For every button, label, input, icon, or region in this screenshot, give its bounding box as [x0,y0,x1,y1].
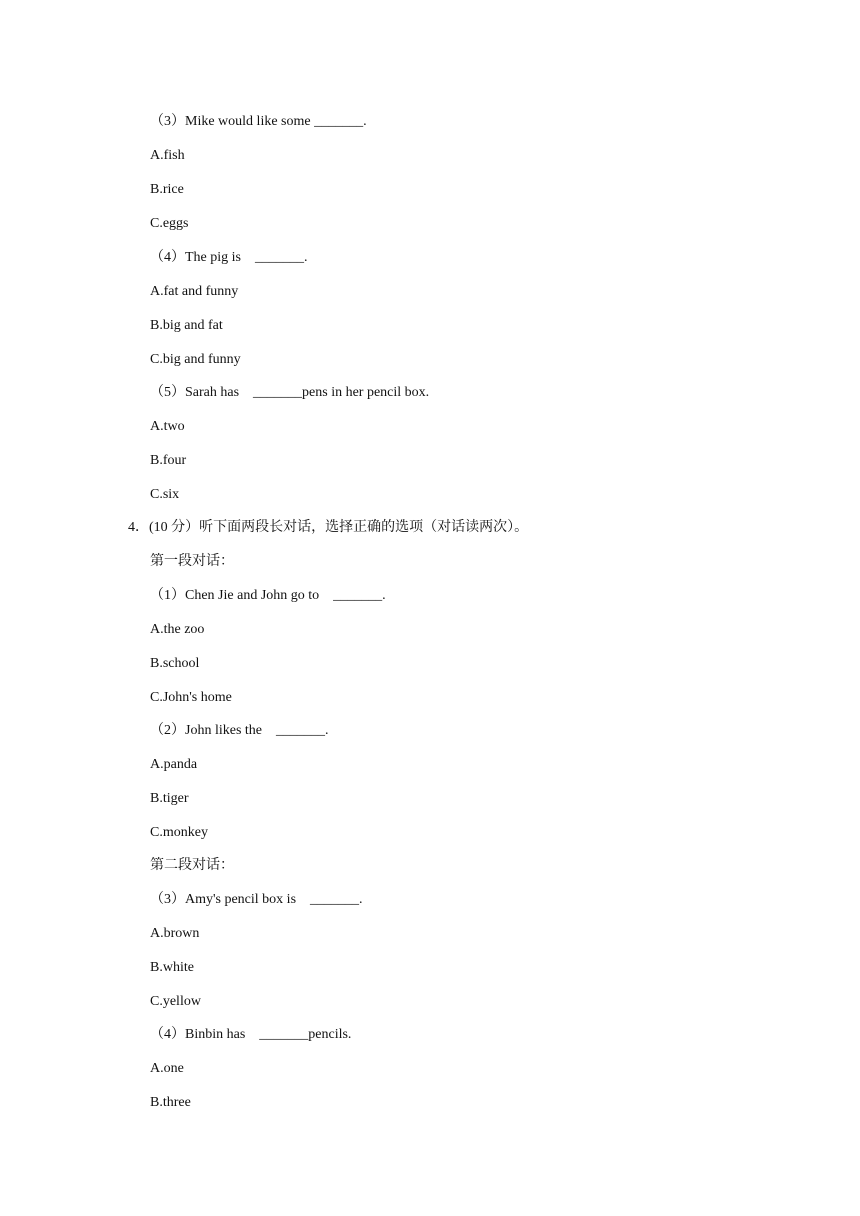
question-4-stem: （4）The pig is _______. [150,250,308,265]
option-b: B.three [150,1095,191,1110]
dialogue-2-heading: 第二段对话： [150,858,234,873]
option-b: B.white [150,960,194,975]
question-1-stem: （1）Chen Jie and John go to _______. [150,588,386,603]
dialogue-1-heading: 第一段对话： [150,554,234,569]
option-c: C.big and funny [150,352,241,367]
option-a: A.fat and funny [150,284,239,299]
option-a: A.panda [150,757,198,772]
question-4-stem: （4）Binbin has _______pencils. [150,1027,352,1042]
question-3-stem: （3）Amy's pencil box is _______. [150,892,363,907]
option-b: B.school [150,656,200,671]
option-b: B.tiger [150,791,189,806]
option-b: B.four [150,453,187,468]
option-c: C.eggs [150,216,189,231]
option-a: A.the zoo [150,622,205,637]
option-c: C.John's home [150,690,232,705]
option-b: B.rice [150,182,184,197]
option-a: A.brown [150,926,200,941]
option-b: B.big and fat [150,318,223,333]
question-5-stem: （5）Sarah has _______pens in her pencil box. [150,385,430,400]
section-4-heading: 4．(10 分）听下面两段长对话，选择正确的选项（对话读两次）。 [128,520,529,535]
option-a: A.one [150,1061,184,1076]
option-a: A.fish [150,148,185,163]
option-c: C.yellow [150,994,201,1009]
option-c: C.monkey [150,825,208,840]
option-a: A.two [150,419,185,434]
question-2-stem: （2）John likes the _______. [150,723,329,738]
question-3-stem: （3）Mike would like some _______. [150,114,367,129]
option-c: C.six [150,487,180,502]
